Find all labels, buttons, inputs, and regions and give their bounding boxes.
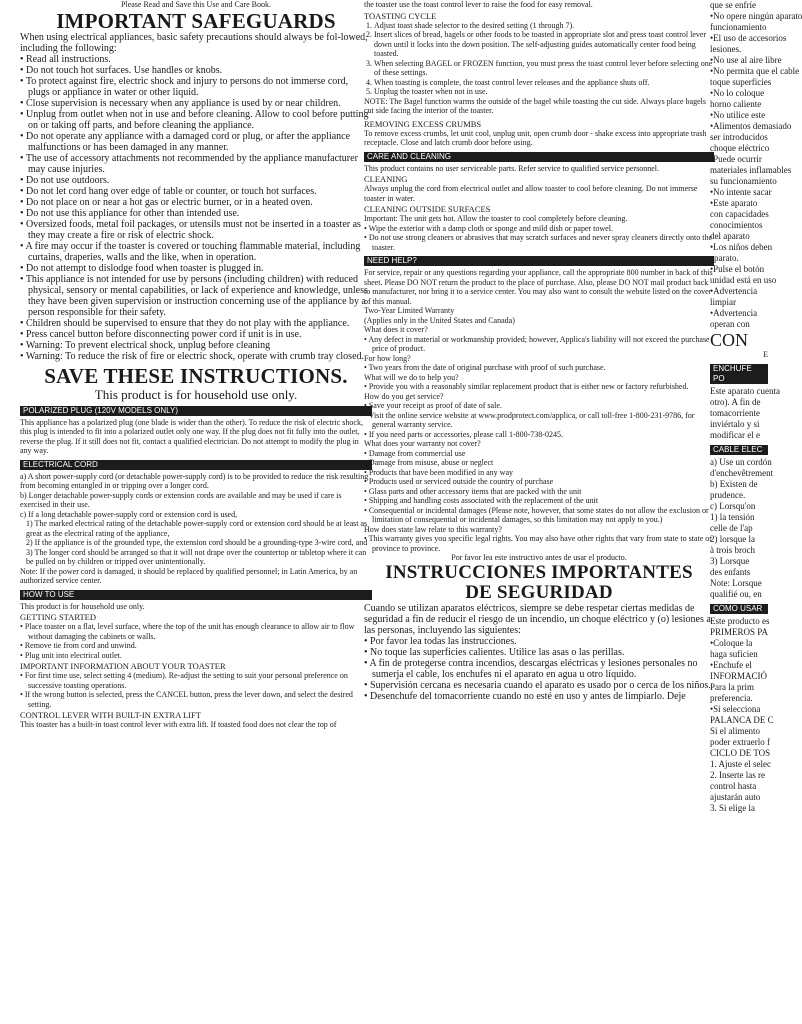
cropped-text-line: tomacorriente	[710, 407, 760, 418]
need-help-text: For service, repair or any questions regarding your appliance, call the appropriate 800 number in back of this sheet. Please DO NOT return the product to the place of purchase. Also, please DO NOT mail product back to manufacturer, nor bring it to a service center. You may also want to consult the website listed on the cover of this manual.	[364, 268, 713, 306]
cropped-text-line: horno caliente	[710, 99, 762, 109]
warranty-state-law-item: • This warranty gives you specific legal rights. You may also have other rights that vary from state to state or province to province.	[364, 534, 714, 553]
spanish-read-note: Por favor lea este instructivo antes de usar el producto.	[451, 553, 627, 562]
cropped-text-line: CICLO DE TOS	[710, 747, 771, 758]
electrical-cord-heading: ELECTRICAL CORD	[20, 460, 372, 470]
safeguard-item: • The use of accessory attachments not recommended by the appliance manufacturer may cause injuries.	[20, 153, 372, 175]
control-lever-text: This toaster has a built-in toast control lever with extra lift. If toasted food does not clear the top of	[20, 720, 337, 729]
cropped-text-line: prudence.	[710, 489, 746, 500]
care-cleaning-heading: CARE AND CLEANING	[364, 152, 714, 162]
warranty-title: Two-Year Limited Warranty	[364, 306, 455, 315]
warranty-how-long: For how long?	[364, 353, 411, 363]
how-to-use-heading: HOW TO USE	[20, 590, 372, 600]
cord-item-b: b) Longer detachable power-supply cords or extension cords are available and may be used if care is exercised in their use.	[20, 490, 342, 509]
warranty-service-item: • Visit the online service website at www.prodprotect.com/applica, or call toll-free 1-800-231-9786, for general warranty service.	[364, 411, 714, 430]
cropped-text-line: b) Existen de	[710, 478, 758, 489]
household-note: This product is for household use only.	[94, 386, 298, 402]
cropped-text-line: •No permita que el cable	[710, 66, 800, 76]
cable-heading: CABLE ELEC	[710, 445, 768, 455]
safeguard-item: • To protect against fire, electric shock and injury to persons do not immerse cord, plugs or appliance in water or other liquid.	[20, 76, 372, 98]
cropped-text-line: •Los niños deben	[710, 242, 773, 252]
spanish-title-line1: INSTRUCCIONES IMPORTANTES	[385, 561, 693, 583]
cropped-text-line: •Este aparato	[710, 198, 758, 208]
cord-item-c3: 3) The longer cord should be arranged so that it will not drape over the countertop or tabletop where it can be pulled on by children or tripped over unintentionally.	[26, 547, 367, 566]
cleaning-text: Always unplug the cord from electrical outlet and allow toaster to cool before cleaning. Do not immerse toaster in water.	[364, 184, 698, 203]
enchufe-heading: ENCHUFE PO	[710, 364, 768, 384]
cropped-text-line: modificar el e	[710, 429, 760, 440]
safeguard-item: • Warning: To reduce the risk of fire or electric shock, operate with crumb tray closed.	[20, 351, 372, 362]
getting-started-item: • Plug unit into electrical outlet.	[20, 651, 372, 661]
warranty-not-cover-item: • Damage from commercial use	[364, 449, 714, 459]
warranty-help-list	[364, 382, 714, 392]
outside-surfaces-item: • Wipe the exterior with a damp cloth or sponge and mild dish or paper towel.	[364, 224, 714, 234]
toasting-cycle-step: 4. When toasting is complete, the toast control lever releases and the appliance shuts off.	[374, 78, 714, 88]
cropped-text-line: toque superficies	[710, 77, 772, 87]
getting-started-item: • Place toaster on a flat, level surface, where the top of the unit has enough clearance to allow air to flow without damaging the cabinets or walls.	[20, 622, 372, 641]
warranty-cover-item: • Any defect in material or workmanship provided; however, Applica's liability will not exceed the purchase price of product.	[364, 335, 714, 354]
safeguard-item: • Close supervision is necessary when any appliance is used by or near children.	[20, 98, 372, 109]
cropped-text-line: a) Use un cordón	[710, 456, 772, 467]
warranty-service-list	[364, 401, 714, 439]
cord-item-c: c) If a long detachable power-supply cord or extension cord is used,	[20, 509, 238, 519]
toasting-cycle-step: 5. Unplug the toaster when not in use.	[374, 87, 714, 97]
cropped-text-line: INFORMACIÓ	[710, 670, 768, 681]
cropped-text-line: con capacidades	[710, 209, 769, 219]
outside-surfaces-text: Important: The unit gets hot. Allow the toaster to cool completely before cleaning.	[364, 214, 628, 223]
toasting-cycle-step: 1. Adjust toast shade selector to the desired setting (1 through 7).	[374, 21, 714, 31]
safeguards-intro: When using electrical appliances, basic safety precautions should always be fol-lowed, including the following:	[20, 31, 368, 54]
enchufe-text-cropped	[710, 385, 780, 441]
warranty-service-item: • Save your receipt as proof of date of sale.	[364, 401, 714, 411]
cropped-text-line: •Enchufe el	[710, 659, 752, 670]
cropped-text-line: des enfants	[710, 566, 751, 577]
warranty-what-help: What will we do to help you?	[364, 372, 459, 382]
english-safeguards-column	[20, 0, 372, 830]
warranty-service-item: • If you need parts or accessories, please call 1-800-738-0245.	[364, 430, 714, 440]
spanish-safeguard-item: • A fin de protegerse contra incendios, descargas eléctricas y lesiones personales no sumerja el cable, los enchufes ni el aparato en agua u otro líquido.	[364, 658, 714, 680]
warranty-help-item: • Provide you with a reasonably similar replacement product that is either new or factory refurbished.	[364, 382, 714, 392]
spanish-safeguard-item: • Supervisión cercana es necesaria cuando el aparato es usado por o cerca de los niños.	[364, 680, 714, 691]
outside-surfaces-list	[364, 224, 714, 253]
cleaning-heading: CLEANING	[364, 174, 408, 184]
cropped-text-line: •No opere ningún aparato	[710, 11, 802, 21]
cropped-text-line: c) Lorsqu'on	[710, 500, 756, 511]
safeguard-item: • Do not operate any appliance with a damaged cord or plug, or after the appliance malfunctions or has been damaged in any manner.	[20, 131, 372, 153]
important-info-heading: IMPORTANT INFORMATION ABOUT YOUR TOASTER	[20, 661, 226, 671]
cropped-text-line: funcionamiento	[710, 22, 767, 32]
spanish-care-title-cropped: CON	[710, 330, 749, 350]
cropped-text-line: 1. Ajuste el selec	[710, 758, 771, 769]
outside-surfaces-item: • Do not use strong cleaners or abrasives that may scratch surfaces and never spray cleaners directly onto the toaster.	[364, 233, 714, 252]
safeguard-item: • Do not touch hot surfaces. Use handles or knobs.	[20, 65, 372, 76]
cropped-text-line: •No intente sacar	[710, 187, 772, 197]
cropped-text-line: 1) la tensión	[710, 511, 755, 522]
bagel-note: NOTE: The Bagel function warms the outside of the bagel while toasting the cut side. Always place bagels cut side facing the interior of the toaster.	[364, 96, 706, 115]
cropped-text-line: materiales inflamables	[710, 165, 792, 175]
cord-item-a: a) A short power-supply cord (or detachable power-supply cord) is to be provided to reduce the risk resulting from becoming entangled in or tripping over a longer cord.	[20, 471, 369, 490]
crumbs-text: To remove excess crumbs, let unit cool, unplug unit, open crumb door - shake excess into appropriate trash receptacle. Close and latch crumb door before using.	[364, 128, 707, 147]
header-note: Please Read and Save this Use and Care Book.	[121, 0, 271, 9]
safeguards-list	[20, 54, 372, 362]
cropped-text-line: Note: Lorsque	[710, 577, 762, 588]
warranty-not-cover-list	[364, 449, 714, 525]
spanish-safeguard-item: • Por favor lea todas las instrucciones.	[364, 636, 714, 647]
cropped-text-line: choque eléctrico	[710, 143, 770, 153]
cord-item-c2: 2) If the appliance is of the grounded type, the extension cord should be a grounding-type 3-wire cord, and	[26, 538, 368, 547]
cropped-text-line: lesiones.	[710, 44, 742, 54]
cropped-text-line: Este producto es	[710, 615, 770, 626]
getting-started-item: • Remove tie from cord and unwind.	[20, 641, 372, 651]
control-lever-continued: the toaster use the toast control lever to raise the food for easy removal.	[364, 0, 593, 9]
safeguard-item: • Children should be supervised to ensure that they do not play with the appliance.	[20, 318, 372, 329]
cropped-text-line: d'enchevêtrement	[710, 467, 774, 478]
cropped-text-line: •No lo coloque	[710, 88, 765, 98]
spanish-safeguards-cropped	[710, 0, 802, 330]
cropped-text-line: 2) lorsque la	[710, 533, 755, 544]
warranty-state-law-list	[364, 534, 714, 553]
cropped-text-line: Este aparato cuenta	[710, 385, 780, 396]
control-lever-heading: CONTROL LEVER WITH BUILT-IN EXTRA LIFT	[20, 710, 201, 720]
cropped-text-line: unidad está en uso	[710, 275, 777, 285]
cropped-text-line: 3. Si elige la	[710, 802, 755, 813]
getting-started-heading: GETTING STARTED	[20, 612, 97, 622]
cord-item-c1: 1) The marked electrical rating of the detachable power-supply cord or extension cord should be at least as great as the electrical rating of the appliance,	[26, 519, 368, 538]
warranty-get-service: How do you get service?	[364, 391, 444, 401]
english-care-warranty-column	[364, 0, 714, 830]
cropped-text-line: •Pulse el botón	[710, 264, 765, 274]
warranty-not-cover-item: • Consequential or incidental damages (Please note, however, that some states do not allow the exclusion or limitation of consequential or incidental damages, so this limitation may not apply to you.)	[364, 506, 714, 525]
cropped-text-line: •No utilice este	[710, 110, 766, 120]
cropped-text-line: ajustarán auto	[710, 791, 761, 802]
toasting-cycle-list	[364, 21, 714, 97]
warranty-not-cover-item: • Products that have been modified in any way	[364, 468, 714, 478]
cropped-text-line: •Si selecciona	[710, 703, 761, 714]
cropped-text-line: 2. Inserte las re	[710, 769, 765, 780]
cropped-text-line: •Puede ocurrir	[710, 154, 762, 164]
cropped-text-line: Si el alimento	[710, 725, 760, 736]
important-info-item: • For first time use, select setting 4 (medium). Re-adjust the setting to suit your personal preference on successive toasting operations.	[20, 671, 372, 690]
cropped-text-line: operan con	[710, 319, 750, 329]
cropped-text-line: preferencia.	[710, 692, 753, 703]
safeguard-item: • Do not let cord hang over edge of table or counter, or touch hot surfaces.	[20, 186, 372, 197]
warranty-state-law: How does state law relate to this warranty?	[364, 524, 502, 534]
cropped-text-line: •Advertencia	[710, 308, 758, 318]
safeguard-item: • Read all instructions.	[20, 54, 372, 65]
cropped-text-line: PRIMEROS PA	[710, 626, 768, 637]
warranty-not-cover-item: • Products used or serviced outside the country of purchase	[364, 477, 714, 487]
warranty-not-cover-item: • Shipping and handling costs associated with the replacement of the unit	[364, 496, 714, 506]
warranty-applies: (Applies only in the United States and Canada)	[364, 315, 515, 325]
spanish-cropped-column	[710, 0, 802, 830]
toasting-cycle-step: 3. When selecting BAGEL or FROZEN function, you must press the toast control lever before selecting one of these settings.	[374, 59, 714, 78]
cropped-text-line: •Alimentos demasiado	[710, 121, 792, 131]
cropped-text-line: limpiar	[710, 297, 736, 307]
warranty-not-cover-item: • Glass parts and other accessory items that are packed with the unit	[364, 487, 714, 497]
como-usar-heading: COMO USAR	[710, 604, 768, 614]
cropped-text-line: que se enfríe	[710, 0, 756, 10]
cropped-text-line: Para la prim	[710, 681, 754, 692]
safeguard-item: • This appliance is not intended for use by persons (including children) with reduced physical, sensory or mental capabilities, or lack of experience and knowledge, unless they have been given supervision or instruction concerning use of the appliance by a person responsible for their safety.	[20, 274, 372, 318]
important-info-item: • If the wrong button is selected, press the CANCEL button, press the lever down, and select the desired setting.	[20, 690, 372, 709]
cropped-text-line: aparato.	[710, 253, 739, 263]
toasting-cycle-step: 2. Insert slices of bread, bagels or other foods to be toasted in appropriate slot and press toast control lever down until it locks into the down position. The self-adjusting guides automatically center food being toasted.	[374, 30, 714, 59]
cropped-text-line: •Coloque la	[710, 637, 753, 648]
cropped-text-line: su funcionamiento	[710, 176, 777, 186]
cropped-text-line: control hasta	[710, 780, 757, 791]
spanish-safeguard-item: • Desenchufe del tomacorriente cuando no esté en uso y antes de limpiarlo. Deje	[364, 691, 714, 702]
warranty-not-cover-item: • Damage from misuse, abuse or neglect	[364, 458, 714, 468]
safeguard-item: • Press cancel button before disconnecting power cord if unit is in use.	[20, 329, 372, 340]
toasting-cycle-heading: TOASTING CYCLE	[364, 10, 437, 21]
cable-text-cropped	[710, 456, 774, 600]
crumbs-heading: REMOVING EXCESS CRUMBS	[364, 118, 482, 129]
cord-note: Note: If the power cord is damaged, it should be replaced by qualified personnel; in Latin America, by an authorized service center.	[20, 566, 358, 585]
polarized-plug-heading: POLARIZED PLUG (120V MODELS ONLY)	[20, 406, 372, 416]
spanish-title-line2: DE SEGURIDAD	[465, 581, 613, 603]
spanish-safeguard-item: • No toque las superficies calientes. Utilice las asas o las perillas.	[364, 647, 714, 658]
safeguard-item: • Warning: To prevent electrical shock, unplug before cleaning	[20, 340, 372, 351]
page-title: IMPORTANT SAFEGUARDS	[56, 8, 336, 33]
cropped-text-line: •No use al aire libre	[710, 55, 782, 65]
safeguard-item: • Do not place on or near a hot gas or electric burner, or in a heated oven.	[20, 197, 372, 208]
cropped-text-line: inviértalo y si	[710, 418, 760, 429]
safeguard-item: • Do not use outdoors.	[20, 175, 372, 186]
spanish-intro: Cuando se utilizan aparatos eléctricos, siempre se debe respetar ciertas medidas de seguridad a fin de reducir el riesgo de un incendio, un choque eléctrico y (o) lesiones a las personas, incluyendo las siguientes:	[364, 602, 711, 636]
getting-started-list	[20, 622, 372, 660]
safeguard-item: • Unplug from outlet when not in use and before cleaning. Allow to cool before putting on or taking off parts, and before cleaning the appliance.	[20, 109, 372, 131]
cropped-text-line: conocimientos	[710, 220, 763, 230]
warranty-not-cover: What does your warranty not cover?	[364, 439, 481, 448]
cropped-text-line: poder extraerlo f	[710, 736, 770, 747]
polarized-plug-text: This appliance has a polarized plug (one blade is wider than the other). To reduce the risk of electric shock, this plug is intended to fit into a polarized outlet only one way. If the plug does not fit fully into the outlet, reverse the plug. If it still does not fit, contact a qualified electrician. Do not attempt to modify the plug in any way.	[20, 417, 363, 455]
cropped-text-line: •Advertencia	[710, 286, 758, 296]
cropped-text-line: à trois broch	[710, 544, 755, 555]
cropped-text-line: qualifié ou, en	[710, 588, 762, 599]
warranty-what-cover: What does it cover?	[364, 325, 428, 334]
como-usar-text-cropped	[710, 615, 774, 814]
cropped-text-line: del aparato	[710, 231, 750, 241]
safeguard-item: • Oversized foods, metal foil packages, or utensils must not be inserted in a toaster as they may create a fire or risk of electric shock.	[20, 219, 372, 241]
spanish-subtitle-cropped: E	[763, 350, 768, 359]
cropped-text-line: otro). A fin de	[710, 396, 761, 407]
need-help-heading: NEED HELP?	[364, 256, 714, 266]
care-text: This product contains no user serviceable parts. Refer service to qualified service personnel.	[364, 163, 660, 173]
spanish-safeguards-list	[364, 636, 714, 702]
save-instructions-title: SAVE THESE INSTRUCTIONS.	[44, 363, 348, 388]
warranty-cover-list	[364, 335, 714, 354]
how-to-use-text: This product is for household use only.	[20, 601, 145, 611]
outside-surfaces-heading: CLEANING OUTSIDE SURFACES	[364, 204, 491, 214]
important-info-list	[20, 671, 372, 709]
cropped-text-line: celle de l'ap	[710, 522, 753, 533]
cropped-text-line: haga suficien	[710, 648, 758, 659]
safeguard-item: • Do not attempt to dislodge food when toaster is plugged in.	[20, 263, 372, 274]
cropped-text-line: PALANCA DE C	[710, 714, 774, 725]
cropped-text-line: •El uso de accesorios	[710, 33, 787, 43]
warranty-how-long-list	[364, 363, 714, 373]
warranty-how-long-item: • Two years from the date of original purchase with proof of such purchase.	[364, 363, 714, 373]
cropped-text-line: ser introducidos	[710, 132, 768, 142]
cropped-text-line: 3) Lorsque	[710, 555, 750, 566]
safeguard-item: • A fire may occur if the toaster is covered or touching flammable material, including curtains, draperies, walls and the like, when in operation.	[20, 241, 372, 263]
safeguard-item: • Do not use this appliance for other than intended use.	[20, 208, 372, 219]
